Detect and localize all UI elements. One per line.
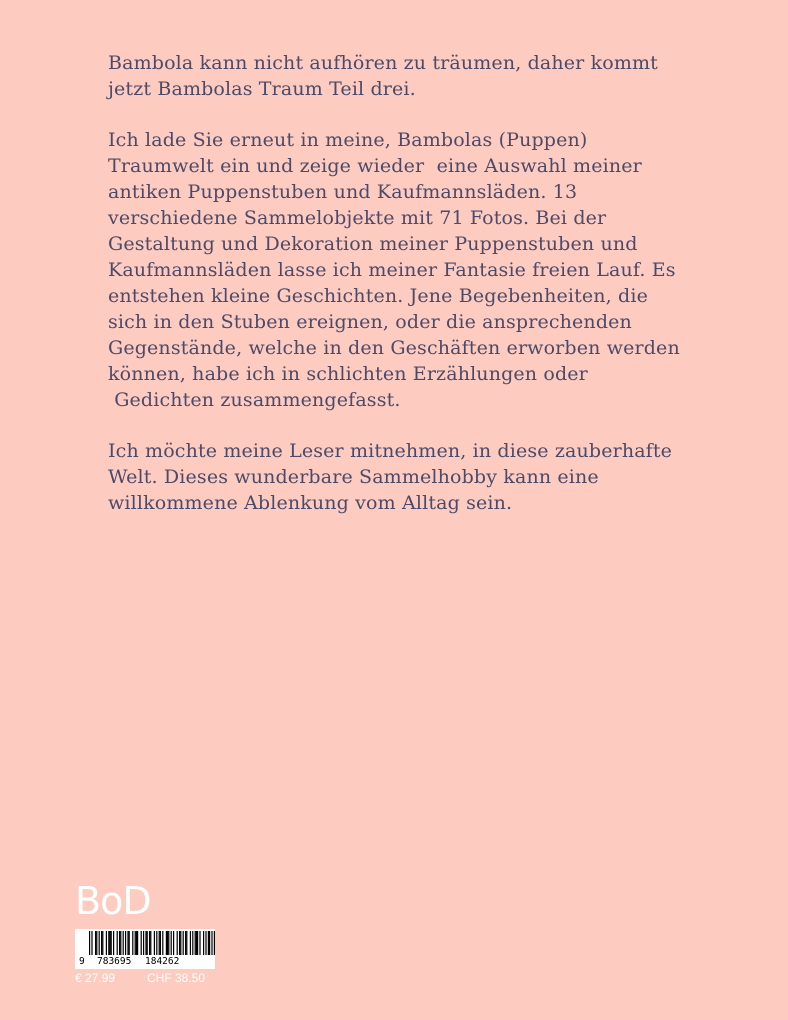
barcode-digit-first: 9: [79, 956, 85, 967]
blurb-line: willkommene Ablenkung vom Alltag sein.: [108, 492, 513, 514]
blurb-line: Gestaltung und Dekoration meiner Puppenstuben und: [108, 233, 638, 255]
barcode-digits-right: 184262: [145, 956, 180, 967]
blurb-line: Gedichten zusammengefasst.: [108, 389, 401, 411]
blurb-paragraph-2: [108, 127, 708, 413]
blurb-line: Bambola kann nicht aufhören zu träumen, daher kommt: [108, 52, 658, 74]
price-eur: € 27.99: [75, 971, 116, 985]
blurb-paragraph-3: [108, 438, 708, 516]
blurb-line: Traumwelt ein und zeige wieder eine Auswahl meiner: [108, 155, 642, 177]
barcode-digits-left: 783695: [97, 956, 132, 967]
blurb-line: Ich möchte meine Leser mitnehmen, in diese zauberhafte: [108, 440, 673, 462]
blurb-line: verschiedene Sammelobjekte mit 71 Fotos. Bei der: [108, 207, 607, 229]
blurb-line: Welt. Dieses wunderbare Sammelhobby kann eine: [108, 466, 599, 488]
publisher-logo: BoD: [75, 879, 151, 923]
blurb-line: sich in den Stuben ereignen, oder die ansprechenden: [108, 311, 632, 333]
price-chf: CHF 38.50: [147, 971, 206, 985]
blurb-line: Gegenstände, welche in den Geschäften erworben werden: [108, 337, 680, 359]
blurb-line: Kaufmannsläden lasse ich meiner Fantasie freien Lauf. Es: [108, 259, 676, 281]
barcode-digits: [75, 956, 215, 969]
back-cover-blurb: [108, 50, 708, 541]
blurb-line: entstehen kleine Geschichten. Jene Begebenheiten, die: [108, 285, 648, 307]
isbn-barcode: [75, 929, 215, 969]
blurb-line: können, habe ich in schlichten Erzählungen oder: [108, 363, 588, 385]
barcode-bars: [75, 929, 215, 957]
blurb-line: Ich lade Sie erneut in meine, Bambolas (Puppen): [108, 129, 588, 151]
blurb-line: jetzt Bambolas Traum Teil drei.: [108, 78, 416, 100]
blurb-line: antiken Puppenstuben und Kaufmannsläden. 13: [108, 181, 578, 203]
blurb-paragraph-1: [108, 50, 708, 102]
